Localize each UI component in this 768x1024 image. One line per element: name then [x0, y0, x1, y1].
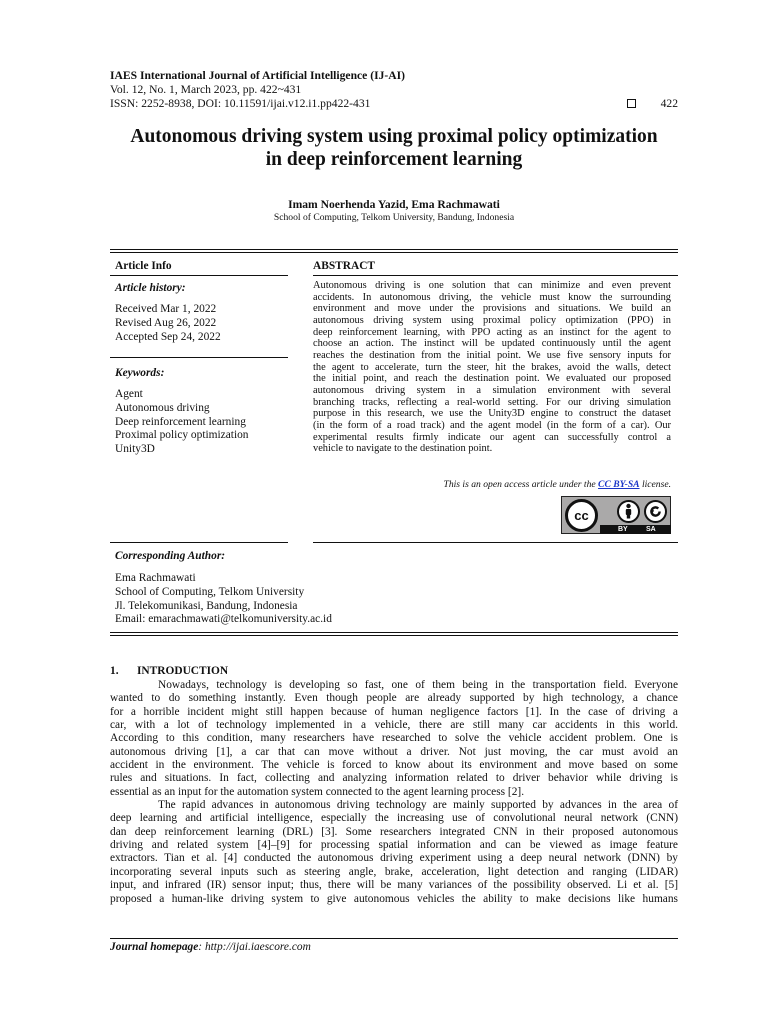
paper-title	[90, 125, 698, 171]
affiliation: School of Computing, Telkom University, Bandung, Indonesia	[273, 212, 515, 223]
keyword-item: Proximal policy optimization	[115, 429, 249, 442]
body-line: driving and related system [4]–[9] for processing spatial information and can be viewed as image feature	[110, 839, 678, 852]
journal-name: IAES International Journal of Artificial Intelligence (IJ-AI)	[110, 69, 405, 82]
article-history-list	[115, 303, 221, 344]
abstract-heading: ABSTRACT	[313, 260, 376, 272]
homepage-url[interactable]: : http://ijai.iaescore.com	[198, 941, 311, 953]
body-line: extractors. Tian et al. [4] conducted the autonomous driving experiment using a deep neural network (DNN) by	[110, 852, 678, 865]
body-line: Nowadays, technology is developing so fast, one of them being in the transportation field. Everyone	[158, 679, 678, 691]
share-alike-glyph	[646, 502, 665, 521]
body-line: input, and infrared (IR) sensor input; thus, there will be many variances of the possibility observed. Li et al. [5]	[110, 879, 678, 892]
author-list: Imam Noerhenda Yazid, Ema Rachmawati	[288, 198, 500, 211]
running-header	[110, 69, 678, 110]
footer-rule	[110, 938, 678, 939]
by-label: BY	[618, 526, 628, 533]
corresponding-email: Email: emarachmawati@telkomuniversity.ac.id	[115, 613, 332, 626]
abstract-line: (in the form of a road track) and the agent model (in the form of a car). Our	[313, 419, 671, 431]
section-title: INTRODUCTION	[137, 665, 229, 677]
abstract-line: branching tracks, reflecting a real-world setting. For our driving simulation	[313, 396, 671, 408]
body-line: dan deep reinforcement learning (DRL) [3]. Some researchers integrated CNN in their proposed autonomous	[110, 825, 678, 838]
keyword-item: Unity3D	[115, 443, 155, 456]
history-revised: Revised Aug 26, 2022	[115, 316, 217, 329]
double-rule-bottom	[110, 632, 678, 636]
corresponding-school: School of Computing, Telkom University	[115, 585, 305, 598]
title-line-1: Autonomous driving system using proximal policy optimization	[130, 126, 658, 147]
abstract-line: the agent to accelerate, turn the steer, hit the brakes, avoid the walls, detect	[313, 361, 671, 373]
license-suffix: license.	[639, 479, 671, 490]
body-line: autonomous driving [1], a car that can move without a driver. Not just moving, the car must avoid an	[110, 745, 678, 758]
abstract-line: reaches the destination from the initial point. We use five sensory inputs for	[313, 349, 671, 361]
abstract-line: accidents. In autonomous driving, the vehicle must know the surrounding	[313, 291, 671, 303]
keywords-heading: Keywords:	[115, 367, 165, 379]
abstract-line: purpose in this research, we use the Unity3D engine to construct the dataset	[313, 408, 671, 420]
volume-info: Vol. 12, No. 1, March 2023, pp. 422~431	[110, 82, 302, 96]
body-line: car, with a lot of technology implemented in a vehicle, there are still many car accidents in this world.	[110, 719, 678, 732]
section-heading-introduction	[110, 665, 228, 677]
body-line: The rapid advances in autonomous driving technology are mainly supported by advances in the area of	[158, 799, 678, 812]
abstract-text	[313, 280, 671, 455]
corresponding-author-heading: Corresponding Author:	[115, 550, 226, 562]
abstract-line: vehicle to navigate to the destination point.	[313, 443, 493, 455]
abstract-line: Autonomous driving is one solution that can minimize and even prevent	[313, 280, 671, 291]
person-icon	[617, 500, 640, 523]
body-line: deep learning and artificial intelligence, especially the increasing use of convolutional neural network (CNN)	[110, 812, 678, 825]
cc-by-sa-badge[interactable]	[561, 496, 671, 534]
homepage-label: Journal homepage	[110, 941, 199, 953]
article-history-heading: Article history:	[115, 282, 186, 294]
corresponding-name: Ema Rachmawati	[115, 572, 196, 584]
article-info-heading: Article Info	[115, 260, 172, 272]
cc-icon: cc	[565, 499, 598, 532]
abstract-line: choose an action. The instinct will be updated continuously until the agent	[313, 338, 671, 350]
keyword-item: Autonomous driving	[115, 401, 210, 414]
abstract-line: autonomous driving system in a simulation environment with several	[313, 384, 671, 396]
corresponding-author-details	[115, 572, 332, 627]
body-line: rules and situations. In fact, collecting and analyzing information related to driver behavior while driving is	[110, 772, 678, 785]
introduction-body	[110, 679, 678, 906]
cc-by-sa-link[interactable]: CC BY-SA	[598, 479, 640, 490]
history-accepted: Accepted Sep 24, 2022	[115, 330, 221, 343]
body-line: incorporating several inputs such as steering angle, brake, acceleration, light detection and ranging (LIDAR)	[110, 865, 678, 878]
article-info-rule	[110, 275, 288, 276]
body-line: proposed a human-like driving system to give autonomous vehicles the ability to make decisions like humans	[110, 892, 678, 905]
share-alike-icon	[644, 500, 667, 523]
sa-label: SA	[646, 526, 656, 533]
open-access-notice	[313, 479, 671, 490]
issn-doi: ISSN: 2252-8938, DOI: 10.11591/ijai.v12.i1.pp422-431	[110, 96, 371, 110]
keyword-item: Agent	[115, 388, 143, 400]
abstract-line: deep reinforcement learning, with PPO acting as an instinct for the agent to	[313, 326, 671, 338]
person-icon-glyph	[619, 502, 638, 521]
keyword-item: Deep reinforcement learning	[115, 415, 246, 428]
title-line-2: in deep reinforcement learning	[265, 149, 523, 170]
license-prefix: This is an open access article under the	[443, 479, 599, 490]
page-number: 422	[660, 96, 678, 110]
history-rule	[110, 357, 288, 358]
cc-label-bar	[600, 525, 671, 534]
corresponding-rule	[110, 542, 288, 543]
keywords-list	[115, 388, 249, 457]
body-line: According to this condition, many researchers have researched to solve the vehicle accident problem. One is	[110, 732, 678, 745]
section-number: 1.	[110, 665, 119, 677]
corresponding-rule-right	[313, 542, 678, 543]
abstract-line: environment and move under the provisions and situations. We build an	[313, 303, 671, 315]
double-rule-top	[110, 249, 678, 253]
journal-homepage	[110, 941, 311, 953]
corresponding-address: Jl. Telekomunikasi, Bandung, Indonesia	[115, 599, 298, 612]
abstract-line: experimental results firmly indicate our agent can successfully control a	[313, 431, 671, 443]
body-line: wanted to do something instantly. Even though people are already supported by high technology, a chance	[110, 692, 678, 705]
history-received: Received Mar 1, 2022	[115, 303, 217, 315]
body-line: for a horrible incident might still happen because of human negligence factors [1]. In the case of driving a	[110, 705, 678, 718]
abstract-rule	[313, 275, 678, 276]
abstract-line: autonomous driving system using proximal policy optimization (PPO) in	[313, 314, 671, 326]
body-line: essential as an input for the automation system connected to the agent learning process [2].	[110, 785, 525, 798]
abstract-line: the initial point, and reach the destination point. We evaluated our proposed	[313, 373, 671, 385]
body-line: accident in the environment. The vehicle is forced to know about its environment and move based on some	[110, 759, 678, 772]
square-icon	[627, 99, 636, 108]
